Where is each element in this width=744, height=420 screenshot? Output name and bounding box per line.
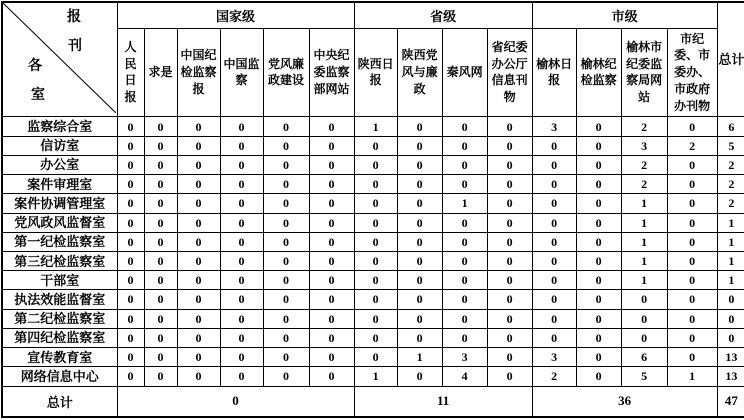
data-cell: 2 [621, 117, 667, 136]
data-cell: 0 [397, 117, 442, 136]
data-cell: 0 [442, 117, 487, 136]
data-cell: 0 [397, 367, 442, 386]
row-total-cell: 0 [717, 290, 744, 309]
data-cell: 0 [442, 271, 487, 290]
data-cell: 0 [667, 309, 717, 328]
data-cell: 0 [487, 213, 532, 232]
data-cell: 0 [144, 213, 177, 232]
data-cell: 0 [487, 232, 532, 251]
row-total-cell: 1 [717, 213, 744, 232]
data-cell: 0 [263, 155, 309, 174]
row-total-cell: 13 [717, 347, 744, 366]
corner-char-office-2: 室 [31, 88, 45, 103]
data-cell: 0 [487, 175, 532, 194]
data-cell: 0 [177, 309, 220, 328]
data-cell: 0 [532, 290, 576, 309]
data-cell: 0 [397, 155, 442, 174]
data-cell: 0 [354, 136, 397, 155]
data-cell: 0 [442, 213, 487, 232]
data-cell: 0 [667, 117, 717, 136]
data-cell: 0 [397, 309, 442, 328]
data-cell: 0 [220, 309, 263, 328]
data-cell: 0 [487, 136, 532, 155]
row-label: 网络信息中心 [2, 367, 117, 386]
data-cell: 1 [442, 194, 487, 213]
data-cell: 0 [144, 194, 177, 213]
data-cell: 1 [354, 117, 397, 136]
column-header: 榆林纪检监察 [576, 28, 621, 117]
data-cell: 0 [667, 347, 717, 366]
data-cell: 0 [177, 290, 220, 309]
data-cell: 0 [117, 328, 144, 347]
data-cell: 0 [177, 175, 220, 194]
data-cell: 2 [621, 175, 667, 194]
row-label: 党风政风监督室 [2, 213, 117, 232]
row-label: 办公室 [2, 155, 117, 174]
data-cell: 0 [397, 290, 442, 309]
data-cell: 0 [177, 367, 220, 386]
data-cell: 0 [263, 117, 309, 136]
diagonal-divider-line [3, 3, 116, 113]
data-cell: 0 [177, 117, 220, 136]
data-cell: 0 [576, 175, 621, 194]
data-cell: 0 [309, 213, 354, 232]
data-cell: 0 [397, 194, 442, 213]
data-cell: 0 [309, 328, 354, 347]
data-cell: 0 [576, 251, 621, 270]
data-cell: 0 [487, 271, 532, 290]
corner-char-office-1: 各 [28, 59, 42, 74]
data-cell: 1 [397, 347, 442, 366]
row-label: 案件审理室 [2, 175, 117, 194]
data-cell: 0 [220, 213, 263, 232]
data-cell: 0 [667, 271, 717, 290]
data-cell: 1 [621, 271, 667, 290]
data-cell: 0 [442, 175, 487, 194]
data-cell: 0 [487, 251, 532, 270]
data-cell: 0 [621, 328, 667, 347]
data-cell: 0 [144, 232, 177, 251]
data-cell: 0 [144, 290, 177, 309]
row-total-cell: 1 [717, 251, 744, 270]
data-cell: 3 [442, 347, 487, 366]
data-cell: 0 [442, 136, 487, 155]
data-cell: 0 [220, 117, 263, 136]
data-cell: 0 [177, 251, 220, 270]
row-total-cell: 2 [717, 194, 744, 213]
data-cell: 0 [397, 136, 442, 155]
data-cell: 1 [621, 213, 667, 232]
data-cell: 0 [487, 347, 532, 366]
data-cell: 0 [144, 271, 177, 290]
data-cell: 0 [667, 232, 717, 251]
row-label: 第四纪检监察室 [2, 328, 117, 347]
row-total-cell: 6 [717, 117, 744, 136]
data-cell: 0 [576, 347, 621, 366]
data-cell: 0 [117, 271, 144, 290]
column-header: 陕西日报 [354, 28, 397, 117]
footer-total-label: 总计 [2, 386, 117, 417]
data-cell: 0 [220, 347, 263, 366]
table-row [2, 117, 744, 136]
footer-national-total: 0 [117, 386, 354, 417]
data-cell: 0 [117, 136, 144, 155]
data-cell: 0 [263, 232, 309, 251]
row-label: 宣传教育室 [2, 347, 117, 366]
data-cell: 0 [354, 251, 397, 270]
column-header: 陕西党风与廉政 [397, 28, 442, 117]
group-header-row [2, 2, 744, 28]
row-label: 第一纪检监察室 [2, 232, 117, 251]
data-cell: 0 [309, 175, 354, 194]
data-cell: 0 [144, 309, 177, 328]
data-cell: 0 [220, 271, 263, 290]
data-cell: 0 [354, 290, 397, 309]
data-cell: 0 [397, 232, 442, 251]
data-cell: 0 [397, 175, 442, 194]
data-cell: 0 [354, 155, 397, 174]
data-cell: 0 [487, 367, 532, 386]
row-total-cell: 0 [717, 309, 744, 328]
column-header: 人民日报 [117, 28, 144, 117]
column-header: 榆林日报 [532, 28, 576, 117]
data-cell: 0 [532, 309, 576, 328]
data-cell: 0 [263, 328, 309, 347]
row-label: 案件协调管理室 [2, 194, 117, 213]
table-row [2, 328, 744, 347]
data-cell: 0 [309, 309, 354, 328]
data-cell: 0 [667, 213, 717, 232]
data-cell: 0 [532, 232, 576, 251]
data-cell: 4 [442, 367, 487, 386]
data-cell: 0 [576, 367, 621, 386]
data-cell: 0 [263, 194, 309, 213]
publications-statistics-table [1, 1, 744, 418]
data-cell: 0 [667, 328, 717, 347]
data-cell: 0 [309, 232, 354, 251]
data-cell: 0 [442, 251, 487, 270]
data-cell: 0 [144, 347, 177, 366]
data-cell: 5 [621, 367, 667, 386]
data-cell: 0 [397, 251, 442, 270]
data-cell: 0 [144, 367, 177, 386]
column-header: 中国监察 [220, 28, 263, 117]
data-cell: 0 [309, 367, 354, 386]
data-cell: 0 [117, 213, 144, 232]
data-cell: 0 [354, 271, 397, 290]
data-cell: 1 [354, 367, 397, 386]
data-cell: 0 [177, 347, 220, 366]
data-cell: 0 [487, 117, 532, 136]
row-label: 第二纪检监察室 [2, 309, 117, 328]
row-label: 信访室 [2, 136, 117, 155]
data-cell: 0 [532, 251, 576, 270]
row-total-cell: 2 [717, 175, 744, 194]
group-header-national: 国家级 [117, 2, 354, 28]
data-cell: 0 [177, 155, 220, 174]
data-cell: 0 [487, 290, 532, 309]
data-cell: 0 [177, 232, 220, 251]
footer-grand-total: 47 [717, 386, 744, 417]
data-cell: 0 [144, 251, 177, 270]
data-cell: 0 [117, 290, 144, 309]
data-cell: 0 [144, 117, 177, 136]
table-row [2, 271, 744, 290]
data-cell: 2 [621, 155, 667, 174]
data-cell: 0 [532, 155, 576, 174]
data-cell: 0 [576, 213, 621, 232]
data-cell: 0 [442, 290, 487, 309]
data-cell: 0 [532, 213, 576, 232]
data-cell: 0 [442, 155, 487, 174]
grand-total-row [2, 386, 744, 417]
footer-municipal-total: 36 [532, 386, 717, 417]
group-header-provincial: 省级 [354, 2, 532, 28]
row-label: 执法效能监督室 [2, 290, 117, 309]
data-cell: 0 [177, 213, 220, 232]
data-cell: 0 [263, 290, 309, 309]
data-cell: 0 [576, 155, 621, 174]
table-row [2, 213, 744, 232]
corner-header-cell [2, 2, 117, 117]
data-cell: 0 [576, 290, 621, 309]
data-cell: 0 [263, 251, 309, 270]
data-cell: 6 [621, 347, 667, 366]
row-total-cell: 2 [717, 155, 744, 174]
data-cell: 0 [117, 309, 144, 328]
data-cell: 0 [144, 328, 177, 347]
column-header: 中国纪检监察报 [177, 28, 220, 117]
group-header-municipal: 市级 [532, 2, 717, 28]
data-cell: 2 [532, 367, 576, 386]
data-cell: 1 [621, 251, 667, 270]
data-cell: 0 [487, 328, 532, 347]
column-header: 中央纪委监察部网站 [309, 28, 354, 117]
data-cell: 0 [397, 271, 442, 290]
data-cell: 0 [532, 136, 576, 155]
data-cell: 0 [309, 194, 354, 213]
data-cell: 0 [309, 117, 354, 136]
table-row [2, 309, 744, 328]
data-cell: 0 [144, 136, 177, 155]
row-label: 监察综合室 [2, 117, 117, 136]
row-total-cell: 0 [717, 328, 744, 347]
data-cell: 0 [309, 290, 354, 309]
data-cell: 0 [532, 271, 576, 290]
column-header: 党风廉政建设 [263, 28, 309, 117]
data-cell: 0 [576, 194, 621, 213]
data-cell: 0 [667, 155, 717, 174]
data-cell: 0 [576, 136, 621, 155]
table-row [2, 136, 744, 155]
data-cell: 0 [220, 136, 263, 155]
table-row [2, 367, 744, 386]
data-cell: 0 [487, 155, 532, 174]
data-cell: 0 [354, 232, 397, 251]
data-cell: 0 [667, 175, 717, 194]
data-cell: 0 [442, 232, 487, 251]
table-row [2, 175, 744, 194]
data-cell: 0 [487, 194, 532, 213]
data-cell: 0 [397, 213, 442, 232]
data-cell: 0 [532, 328, 576, 347]
table-row [2, 251, 744, 270]
data-cell: 0 [177, 328, 220, 347]
data-cell: 0 [263, 309, 309, 328]
data-cell: 3 [621, 136, 667, 155]
column-header: 求是 [144, 28, 177, 117]
data-cell: 0 [442, 328, 487, 347]
corner-char-newspaper-2: 刊 [68, 39, 82, 54]
data-cell: 0 [263, 347, 309, 366]
column-header: 榆林市纪委监察局网站 [621, 28, 667, 117]
data-cell: 0 [263, 367, 309, 386]
table-row [2, 290, 744, 309]
data-cell: 0 [220, 251, 263, 270]
row-total-cell: 1 [717, 232, 744, 251]
data-cell: 0 [354, 347, 397, 366]
data-cell: 0 [117, 367, 144, 386]
data-cell: 0 [177, 271, 220, 290]
data-cell: 0 [309, 347, 354, 366]
data-cell: 0 [117, 175, 144, 194]
data-cell: 0 [576, 232, 621, 251]
data-cell: 0 [220, 328, 263, 347]
data-cell: 0 [117, 251, 144, 270]
data-cell: 0 [263, 213, 309, 232]
data-cell: 0 [576, 328, 621, 347]
statistics-report-page [0, 1, 744, 420]
data-cell: 0 [354, 194, 397, 213]
data-cell: 0 [177, 194, 220, 213]
footer-provincial-total: 11 [354, 386, 532, 417]
data-cell: 0 [117, 232, 144, 251]
data-cell: 0 [442, 309, 487, 328]
data-cell: 0 [532, 194, 576, 213]
data-cell: 0 [117, 117, 144, 136]
data-cell: 1 [621, 232, 667, 251]
column-header: 省纪委办公厅信息刊物 [487, 28, 532, 117]
data-cell: 0 [487, 309, 532, 328]
column-header: 市纪委、市委办、市政府办刊物 [667, 28, 717, 117]
data-cell: 0 [177, 136, 220, 155]
data-cell: 0 [220, 194, 263, 213]
column-header: 秦风网 [442, 28, 487, 117]
data-cell: 0 [621, 290, 667, 309]
data-cell: 0 [667, 194, 717, 213]
data-cell: 0 [532, 175, 576, 194]
data-cell: 0 [667, 251, 717, 270]
row-total-cell: 5 [717, 136, 744, 155]
table-row [2, 347, 744, 366]
data-cell: 0 [220, 290, 263, 309]
data-cell: 0 [576, 117, 621, 136]
data-cell: 0 [263, 271, 309, 290]
data-cell: 2 [667, 136, 717, 155]
data-cell: 0 [309, 251, 354, 270]
data-cell: 3 [532, 347, 576, 366]
data-cell: 0 [309, 136, 354, 155]
data-cell: 0 [220, 155, 263, 174]
total-column-header: 总计 [717, 2, 744, 117]
data-cell: 1 [667, 367, 717, 386]
table-row [2, 194, 744, 213]
data-cell: 0 [309, 155, 354, 174]
data-cell: 0 [354, 175, 397, 194]
data-cell: 3 [532, 117, 576, 136]
row-total-cell: 1 [717, 271, 744, 290]
data-cell: 0 [117, 347, 144, 366]
data-cell: 0 [309, 271, 354, 290]
data-cell: 0 [220, 175, 263, 194]
data-cell: 0 [667, 290, 717, 309]
data-cell: 0 [117, 194, 144, 213]
data-cell: 0 [117, 155, 144, 174]
data-cell: 0 [621, 309, 667, 328]
data-cell: 0 [354, 213, 397, 232]
data-cell: 0 [354, 328, 397, 347]
row-label: 干部室 [2, 271, 117, 290]
data-cell: 0 [576, 271, 621, 290]
data-cell: 0 [576, 309, 621, 328]
row-label: 第三纪检监察室 [2, 251, 117, 270]
table-row [2, 155, 744, 174]
data-cell: 0 [220, 367, 263, 386]
corner-char-newspaper-1: 报 [67, 10, 81, 25]
data-cell: 0 [354, 309, 397, 328]
table-row [2, 232, 744, 251]
data-cell: 0 [144, 155, 177, 174]
data-cell: 0 [397, 328, 442, 347]
data-cell: 0 [220, 232, 263, 251]
data-cell: 0 [263, 175, 309, 194]
data-cell: 0 [263, 136, 309, 155]
data-cell: 1 [621, 194, 667, 213]
data-cell: 0 [144, 175, 177, 194]
row-total-cell: 13 [717, 367, 744, 386]
